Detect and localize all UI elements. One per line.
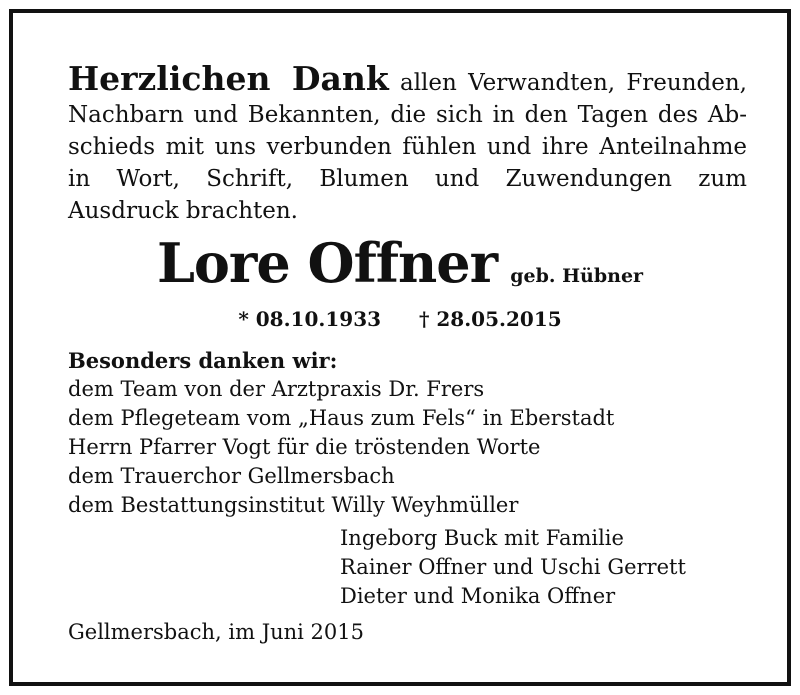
thanks-item: dem Pflegeteam vom „Haus zum Fels“ in Eberstadt (68, 406, 615, 430)
death-date: † 28.05.2015 (418, 307, 562, 331)
signers (340, 524, 686, 611)
deceased-name-line (13, 231, 787, 295)
thank-you-heading: Herzlichen Dank (68, 59, 389, 98)
place-and-date: Gellmersbach, im Juni 2015 (68, 620, 364, 644)
thanks-item: Herrn Pfarrer Vogt für die tröstenden Worte (68, 435, 541, 459)
obituary-notice (9, 9, 791, 686)
thanks-item: dem Trauerchor Gellmersbach (68, 464, 395, 488)
signer: Rainer Offner und Uschi Gerrett (340, 555, 686, 579)
birth-date: * 08.10.1933 (238, 307, 382, 331)
special-thanks (68, 346, 614, 520)
thank-you-text: allen Verwandten, Freunden, Nachbarn und Bekannten, die sich in den Tagen des Abschieds mit uns verbunden fühlen und ihre Anteilnahme in Wort, Schrift, Blumen und Zuwendungen zum Ausdruck brachten. (68, 70, 747, 224)
thanks-item: dem Bestattungsinstitut Willy Weyhmüller (68, 493, 519, 517)
maiden-name: geb. Hübner (510, 265, 644, 287)
deceased-name: Lore Offner (156, 231, 498, 295)
signer: Ingeborg Buck mit Familie (340, 526, 624, 550)
signer: Dieter und Monika Offner (340, 584, 616, 608)
thank-you-paragraph (68, 59, 747, 227)
life-dates (13, 307, 787, 331)
thanks-item: dem Team von der Arztpraxis Dr. Frers (68, 377, 485, 401)
special-thanks-heading: Besonders danken wir: (68, 348, 338, 373)
